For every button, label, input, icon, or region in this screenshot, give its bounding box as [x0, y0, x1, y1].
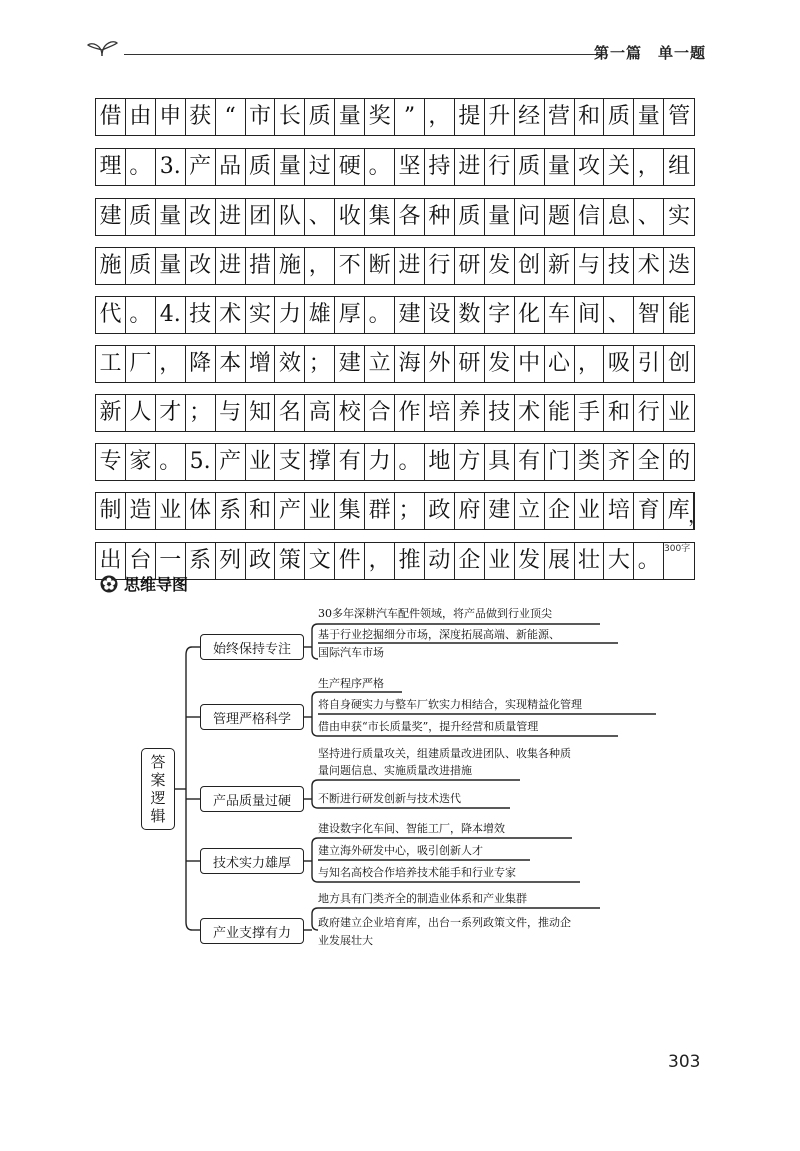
- essay-cell: 收: [335, 199, 365, 235]
- essay-cell: 研: [455, 346, 485, 382]
- essay-cell: 组: [668, 154, 691, 179]
- leaf-node: 建立海外研发中心，吸引创新人才: [318, 844, 483, 857]
- essay-cell: 获: [186, 99, 216, 135]
- essay-cell: 字: [485, 297, 515, 333]
- essay-cell: 行: [485, 149, 515, 185]
- essay-cell: 、: [604, 297, 634, 333]
- essay-cell: 方: [455, 444, 485, 480]
- essay-cell: 校: [335, 395, 365, 431]
- essay-cell: 品: [216, 149, 246, 185]
- essay-cell: 业: [485, 543, 515, 579]
- essay-cell: 业: [575, 493, 605, 529]
- essay-cell: 培: [425, 395, 455, 431]
- essay-cell: 进: [216, 199, 246, 235]
- essay-cell: 立: [365, 346, 395, 382]
- essay-cell: 智: [634, 297, 664, 333]
- essay-cell: 间: [575, 297, 605, 333]
- essay-cell: 理: [96, 149, 126, 185]
- essay-cell: 持: [425, 149, 455, 185]
- essay-cell: 借: [96, 99, 126, 135]
- essay-cell: 才: [156, 395, 186, 431]
- essay-cell: 本: [216, 346, 246, 382]
- essay-cell: 迭: [668, 253, 691, 278]
- essay-cell: 、: [634, 199, 664, 235]
- leaf-node: 与知名高校合作培养技术能手和行业专家: [318, 866, 516, 879]
- essay-cell: 化: [515, 297, 545, 333]
- essay-cell: ，: [425, 99, 455, 135]
- essay-cell: 外: [425, 346, 455, 382]
- essay-cell: 名: [275, 395, 305, 431]
- root-char: 辑: [150, 807, 166, 825]
- essay-cell: 提: [455, 99, 485, 135]
- leaf-node: 政府建立企业培育库，出台一系列政策文件，推动企: [318, 916, 571, 929]
- essay-cell: 业: [246, 444, 276, 480]
- essay-cell: 和: [246, 493, 276, 529]
- essay-cell: 知: [246, 395, 276, 431]
- essay-cell: 量: [156, 248, 186, 284]
- essay-cell: 经: [515, 99, 545, 135]
- essay-cell: ”: [395, 99, 425, 135]
- essay-cell: 齐: [604, 444, 634, 480]
- essay-cell: 与: [216, 395, 246, 431]
- essay-cell: 问: [515, 199, 545, 235]
- essay-cell: 系: [216, 493, 246, 529]
- essay-cell: 坚: [395, 149, 425, 185]
- leaf-node: 不断进行研发创新与技术迭代: [318, 792, 461, 805]
- essay-cell: ；: [305, 346, 335, 382]
- essay-cell: 引: [634, 346, 664, 382]
- essay-cell: 车: [545, 297, 575, 333]
- leaf-node: 量问题信息、实施质量改进措施: [318, 764, 472, 777]
- essay-cell: 府: [455, 493, 485, 529]
- essay-cell: 动: [425, 543, 455, 579]
- leaf-node: 将自身硬实力与整车厂软实力相结合，实现精益化管理: [318, 698, 582, 711]
- leaf-node: 国际汽车市场: [318, 646, 384, 659]
- essay-cell: 术: [634, 248, 664, 284]
- essay-cell: “: [216, 99, 246, 135]
- essay-cell: 各: [395, 199, 425, 235]
- essay-cell: 技: [186, 297, 216, 333]
- essay-cell: 质: [515, 149, 545, 185]
- essay-cell: 养: [455, 395, 485, 431]
- essay-cell: 门: [545, 444, 575, 480]
- essay-cell: 量: [275, 149, 305, 185]
- essay-cell: 发: [485, 248, 515, 284]
- essay-cell: 家: [126, 444, 156, 480]
- leaf-node: 建设数字化车间、智能工厂，降本增效: [318, 822, 505, 835]
- essay-cell: 支: [275, 444, 305, 480]
- essay-cell: 申: [156, 99, 186, 135]
- essay-cell: 质: [455, 199, 485, 235]
- essay-cell: 技: [485, 395, 515, 431]
- essay-cell: 有: [515, 444, 545, 480]
- essay-cell: 实: [246, 297, 276, 333]
- essay-cell: 过: [305, 149, 335, 185]
- essay-cell: 出: [96, 543, 126, 579]
- essay-cell: 不: [335, 248, 365, 284]
- essay-cell: 设: [425, 297, 455, 333]
- essay-cell: 攻: [575, 149, 605, 185]
- essay-cell: 壮: [575, 543, 605, 579]
- essay-cell: 质: [305, 99, 335, 135]
- essay-cell: 措: [246, 248, 276, 284]
- essay-cell: 力: [365, 444, 395, 480]
- essay-cell: 效: [275, 346, 305, 382]
- branch-quality: 产品质量过硬: [200, 786, 304, 812]
- essay-cell: 育: [634, 493, 664, 529]
- essay-cell: 改: [186, 199, 216, 235]
- essay-cell: 种: [425, 199, 455, 235]
- essay-cell: 制: [96, 493, 126, 529]
- essay-cell: 库: [664, 493, 694, 529]
- essay-cell: 进: [395, 248, 425, 284]
- essay-cell: 研: [455, 248, 485, 284]
- leaf-node: 基于行业挖掘细分市场，深度拓展高端、新能源、: [318, 628, 560, 641]
- essay-cell: 政: [425, 493, 455, 529]
- essay-cell: 产: [216, 444, 246, 480]
- essay-cell: 。: [126, 149, 156, 185]
- essay-cell: 工: [96, 346, 126, 382]
- essay-cell: 营: [545, 99, 575, 135]
- essay-cell: 增: [246, 346, 276, 382]
- essay-cell: 创: [515, 248, 545, 284]
- essay-cell: 和: [604, 395, 634, 431]
- essay-cell: 专: [96, 444, 126, 480]
- essay-cell: 量: [485, 199, 515, 235]
- essay-cell: 施: [275, 248, 305, 284]
- essay-cell: ；: [186, 395, 216, 431]
- essay-cell: 进: [216, 248, 246, 284]
- essay-cell: 。: [156, 444, 186, 480]
- essay-cell: 3.: [156, 149, 186, 185]
- leaf-node: 业发展壮大: [318, 934, 373, 947]
- essay-cell: 。: [395, 444, 425, 480]
- essay-cell: 能: [545, 395, 575, 431]
- leaf-node: 30多年深耕汽车配件领域，将产品做到行业顶尖: [318, 607, 552, 620]
- essay-cell: 管: [668, 104, 691, 129]
- essay-cell: 业: [668, 400, 691, 425]
- essay-cell: 手: [575, 395, 605, 431]
- essay-cell: 高: [305, 395, 335, 431]
- essay-cell: ；: [395, 493, 425, 529]
- root-char: 答: [150, 753, 166, 771]
- essay-cell: 人: [126, 395, 156, 431]
- essay-cell: 行: [425, 248, 455, 284]
- essay-cell: 力: [275, 297, 305, 333]
- essay-cell: 集: [365, 199, 395, 235]
- essay-cell: 有: [335, 444, 365, 480]
- essay-cell: 质: [604, 99, 634, 135]
- essay-cell: 术: [216, 297, 246, 333]
- essay-cell: 行: [634, 395, 664, 431]
- essay-cell: 具: [485, 444, 515, 480]
- essay-cell: 产: [275, 493, 305, 529]
- essay-cell: 能: [668, 302, 691, 327]
- essay-cell: 建: [335, 346, 365, 382]
- leaf-node: 生产程序严格: [318, 677, 384, 690]
- essay-cell: 实: [668, 204, 691, 229]
- essay-cell: ，: [305, 248, 335, 284]
- branch-industry: 产业支撑有力: [200, 918, 304, 944]
- essay-cell: 量: [634, 99, 664, 135]
- essay-cell: 量: [335, 99, 365, 135]
- essay-cell: 政: [246, 543, 276, 579]
- essay-cell: 培: [604, 493, 634, 529]
- essay-cell: 关: [604, 149, 634, 185]
- essay-cell: 吸: [604, 346, 634, 382]
- essay-cell: 硬: [335, 149, 365, 185]
- essay-cell: 体: [186, 493, 216, 529]
- essay-cell: 心: [545, 346, 575, 382]
- essay-cell: 建: [485, 493, 515, 529]
- essay-cell: 展: [545, 543, 575, 579]
- essay-cell: 代: [96, 297, 126, 333]
- essay-cell: 息: [604, 199, 634, 235]
- essay-cell: 类: [575, 444, 605, 480]
- essay-cell: 创: [668, 351, 691, 376]
- essay-cell: 数: [455, 297, 485, 333]
- essay-cell: 业: [305, 493, 335, 529]
- essay-cell: 市: [246, 99, 276, 135]
- root-char: 逻: [150, 789, 166, 807]
- essay-cell: 。: [365, 297, 395, 333]
- essay-cell: ，: [575, 346, 605, 382]
- essay-overflow-char: ，: [688, 503, 708, 527]
- essay-cell: 进: [455, 149, 485, 185]
- essay-cell: 系: [186, 543, 216, 579]
- essay-cell: 列: [216, 543, 246, 579]
- essay-cell: 海: [395, 346, 425, 382]
- essay-cell: 件: [335, 543, 365, 579]
- essay-cell: 术: [515, 395, 545, 431]
- essay-cell: 题: [545, 199, 575, 235]
- essay-cell: ，: [634, 149, 664, 185]
- essay-cell: 长: [275, 99, 305, 135]
- essay-cell: 奖: [365, 99, 395, 135]
- mindmap-root: [141, 748, 175, 830]
- essay-cell: 企: [455, 543, 485, 579]
- essay-cell: ，: [365, 543, 395, 579]
- essay-cell: 业: [156, 493, 186, 529]
- essay-cell: 推: [395, 543, 425, 579]
- essay-cell: 合: [365, 395, 395, 431]
- essay-cell: 改: [186, 248, 216, 284]
- leaf-node: 地方具有门类齐全的制造业体系和产业集群: [318, 892, 527, 905]
- essay-cell: 台: [126, 543, 156, 579]
- branch-focus: 始终保持专注: [200, 634, 304, 660]
- essay-cell: 和: [575, 99, 605, 135]
- branch-management: 管理严格科学: [200, 704, 304, 730]
- essay-cell: 。: [365, 149, 395, 185]
- essay-cell: 地: [425, 444, 455, 480]
- essay-cell: 质: [246, 149, 276, 185]
- essay-cell: 发: [485, 346, 515, 382]
- essay-cell: 4.: [156, 297, 186, 333]
- essay-cell: 大: [604, 543, 634, 579]
- essay-cell: 立: [515, 493, 545, 529]
- essay-cell: 的: [668, 449, 691, 474]
- essay-cell: 、: [305, 199, 335, 235]
- essay-cell: 群: [365, 493, 395, 529]
- essay-cell: 。: [634, 543, 664, 579]
- essay-cell: 由: [126, 99, 156, 135]
- essay-cell: 与: [575, 248, 605, 284]
- essay-cell: 队: [275, 199, 305, 235]
- essay-cell: 技: [604, 248, 634, 284]
- essay-cell: 产: [186, 149, 216, 185]
- chapter-title: 第一篇 单一题: [593, 44, 706, 62]
- word-count: 300字: [664, 544, 691, 554]
- essay-cell: 。: [126, 297, 156, 333]
- essay-cell: 质: [126, 199, 156, 235]
- essay-cell: 撑: [305, 444, 335, 480]
- essay-cell: 作: [395, 395, 425, 431]
- essay-cell: 5.: [186, 444, 216, 480]
- essay-cell: 新: [545, 248, 575, 284]
- essay-cell: 团: [246, 199, 276, 235]
- essay-cell: 量: [545, 149, 575, 185]
- essay-cell: 降: [186, 346, 216, 382]
- page-number: 303: [668, 1052, 701, 1072]
- essay-cell: 造: [126, 493, 156, 529]
- essay-cell: 文: [305, 543, 335, 579]
- essay-cell: 建: [96, 199, 126, 235]
- branch-technology: 技术实力雄厚: [200, 848, 304, 874]
- essay-cell: 厚: [335, 297, 365, 333]
- essay-cell: 量: [156, 199, 186, 235]
- essay-cell: 中: [515, 346, 545, 382]
- essay-cell: 集: [335, 493, 365, 529]
- mindmap-title: 思维导图: [124, 575, 189, 594]
- essay-cell: 企: [545, 493, 575, 529]
- essay-cell: 策: [275, 543, 305, 579]
- essay-cell: ，: [156, 346, 186, 382]
- essay-cell: 雄: [305, 297, 335, 333]
- root-char: 案: [150, 771, 166, 789]
- essay-cell: 建: [395, 297, 425, 333]
- essay-cell: 信: [575, 199, 605, 235]
- essay-cell: 发: [515, 543, 545, 579]
- essay-cell: 断: [365, 248, 395, 284]
- essay-cell: 施: [96, 248, 126, 284]
- essay-cell: 升: [485, 99, 515, 135]
- leaf-node: 坚持进行质量攻关，组建质量改进团队、收集各种质: [318, 747, 571, 760]
- essay-cell: 新: [96, 395, 126, 431]
- essay-cell: 质: [126, 248, 156, 284]
- essay-cell: 一: [156, 543, 186, 579]
- essay-cell: 全: [634, 444, 664, 480]
- essay-cell: 厂: [126, 346, 156, 382]
- leaf-node: 借由申获“市长质量奖”，提升经营和质量管理: [318, 720, 539, 733]
